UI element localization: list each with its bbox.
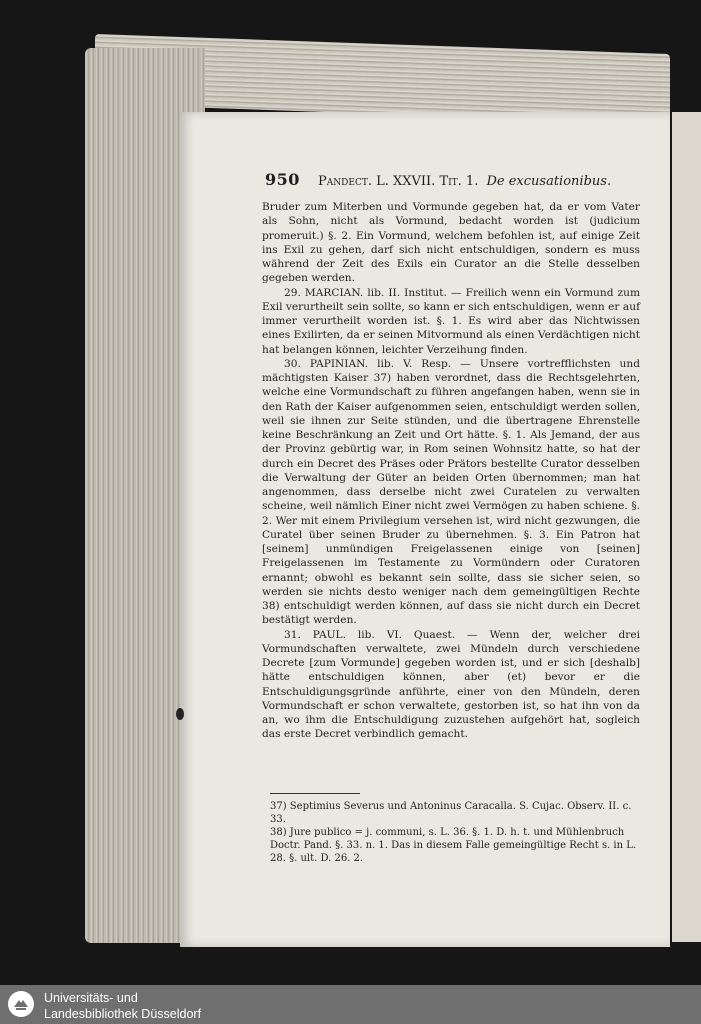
facing-page-edge: [672, 112, 701, 942]
footnote-rule: [270, 793, 360, 794]
footnote: 37) Septimius Severus und Antoninus Caracalla. S. Cujac. Observ. II. c. 33.: [270, 801, 632, 825]
library-name-line1: Universitäts- und: [44, 991, 138, 1005]
running-header: [265, 170, 645, 192]
library-name: [44, 990, 201, 1022]
paragraph: Bruder zum Miterben und Vormunde gegeben hat, da er vom Vater als Sohn, nicht als Vormund, bedacht worden ist (judicium promeruit.) §. 2. Ein Vormund, welchem befohlen ist, auf einige Zeit ins Exil zu gehen, darf sich nicht entschuldigen, sondern es muss während der Zeit des Exils ein Curator an die Stelle desselben gegeben werden.: [262, 201, 640, 285]
header-subtitle: De excusationibus.: [486, 174, 612, 189]
paragraph: 30. PAPINIAN. lib. V. Resp. — Unsere vortrefflichsten und mächtigsten Kaiser 37) haben verordnet, dass die Rechtsgelehrten, welche eine Vormundschaft zu führen angefangen haben, wenn sie in den Rath der Kaiser aufgenommen seien, entschuldigt werden sollen, weil sie ihnen zur Seite stünden, und die übertragene Ehrenstelle keine Beschränkung an Zeit und Ort hätte. §. 1. Als Jemand, der aus der Provinz gebürtig war, in Rom seinen Wohnsitz hatte, so hat der durch ein Decret des Präses oder Prätors bestellte Curator desselben die Verwaltung der Güter an beiden Orten übernommen; man hat angenommen, dass derselbe nicht zwei Curatelen zu verwalten scheine, weil nämlich Einer nicht zwei Vermögen zu haben schiene. §. 2. Wer mit einem Privilegium versehen ist, wird nicht gezwungen, die Curatel über seinen Bruder zu übernehmen. §. 3. Ein Patron hat [seinem] unmündigen Freigelassenen einige von [seinen] Freigelassenen im Testamente zu Vormündern oder Curatoren ernannt; obwohl es bekannt sein sollte, dass sie sicher seien, so werden sie nichts desto weniger nach dem gemeingültigen Rechte 38) entschuldigt werden können, auf dass sie nicht durch ein Decret bestätigt werden.: [262, 357, 640, 627]
paragraph: 31. PAUL. lib. VI. Quaest. — Wenn der, welcher drei Vormundschaften verwaltete, zwei Mündeln durch verschiedene Decrete [zum Vormunde] gegeben worden ist, und er sich [deshalb] hätte entschuldigen können, aber (et) bevor er die Entschuldigungsgründe anführte, einer von den Mündeln, deren Vormundschaft er schon verwaltete, gestorben ist, so hat ihn von da an, wo ihm die Entschuldigung zuzustehen aufgehört hat, sogleich das erste Decret verbindlich gemacht.: [262, 628, 640, 741]
header-title: Pandect. L. XXVII. Tit. 1.: [318, 174, 479, 189]
paragraph: 29. MARCIAN. lib. II. Institut. — Freilich wenn ein Vormund zum Exil verurtheilt sein sollte, so kann er sich entschuldigen, wenn er auf immer verurtheilt worden ist. §. 1. Es wird aber das Nichtwissen eines Exilirten, da er seinen Mitvormund als einen Verdächtigen nicht hat belangen können, leichter Verzeihung finden.: [262, 286, 640, 356]
library-logo-icon: [8, 991, 34, 1017]
main-text: [262, 200, 640, 742]
library-name-line2: Landesbibliothek Düsseldorf: [44, 1007, 202, 1021]
footnote: 38) Jure publico = j. communi, s. L. 36. §. 1. D. h. t. und Mühlenbruch Doctr. Pand. §. 33. n. 1. Das in diesem Falle gemeingültige Recht s. in L. 28. §. ult. D. 26. 2.: [270, 827, 637, 864]
page-number: 950: [265, 170, 300, 189]
ink-smudge: [176, 708, 184, 720]
footnotes: [270, 800, 640, 865]
